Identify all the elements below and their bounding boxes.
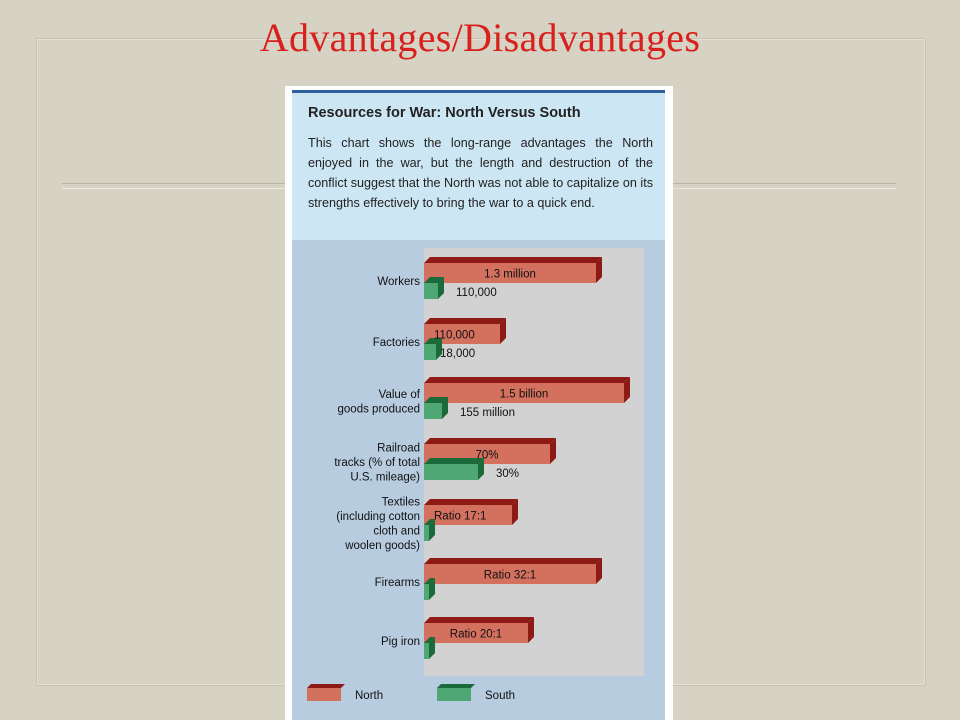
category-label: Factories xyxy=(372,337,420,349)
slide-title: Advantages/Disadvantages xyxy=(259,15,701,60)
south-bar xyxy=(424,464,478,480)
south-bar xyxy=(424,525,429,541)
south-value-label: 110,000 xyxy=(456,287,497,299)
category-label: Pig iron xyxy=(381,636,420,648)
south-bar xyxy=(424,643,429,659)
bar-chart xyxy=(285,86,673,720)
category-label: woolen goods) xyxy=(345,539,420,552)
south-value-label: 155 million xyxy=(460,407,515,419)
category-label: Textiles xyxy=(381,496,420,509)
south-bar xyxy=(424,344,436,360)
chart-card xyxy=(285,86,673,720)
legend-swatch-south xyxy=(437,688,471,701)
south-bar xyxy=(424,283,438,299)
north-value-label: 1.3 million xyxy=(484,268,536,281)
legend-swatch-north-top xyxy=(307,684,345,688)
north-bar-top xyxy=(424,377,630,383)
north-value-label: Ratio 20:1 xyxy=(449,628,503,641)
legend-label-north: North xyxy=(355,690,384,702)
north-bar-top xyxy=(424,558,602,564)
north-bar-top xyxy=(424,438,556,444)
category-label: goods produced xyxy=(337,403,420,416)
north-bar-top xyxy=(424,318,506,324)
category-label: (including cotton xyxy=(336,510,420,523)
north-value-label: Ratio 17:1 xyxy=(434,510,487,523)
category-label: Workers xyxy=(377,276,420,288)
north-bar-top xyxy=(424,617,534,623)
north-value-label: Ratio 32:1 xyxy=(483,569,537,582)
category-label: Railroad xyxy=(377,442,420,455)
north-bar-top xyxy=(424,257,602,263)
south-value-label: 30% xyxy=(496,468,520,480)
south-bar xyxy=(424,584,429,600)
legend-swatch-north xyxy=(307,688,341,701)
south-bar xyxy=(424,403,442,419)
south-value-label: 18,000 xyxy=(440,348,476,360)
legend-label-south: South xyxy=(485,690,516,702)
category-label: Value of xyxy=(378,388,420,401)
category-label: Firearms xyxy=(374,577,420,589)
north-value-label: 70% xyxy=(475,449,499,462)
north-bar-top xyxy=(424,499,518,505)
category-label: U.S. mileage) xyxy=(350,471,420,484)
north-value-label: 110,000 xyxy=(434,329,475,342)
legend-swatch-south-top xyxy=(437,684,475,688)
north-value-label: 1.5 billion xyxy=(499,388,549,401)
chart-description: This chart shows the long-range advantages the North enjoyed in the war, but the length and destruction of the conflict suggest that the North was not able to capitalize on its strengths effectively to bring the war to a quick end. xyxy=(308,136,653,210)
category-label: cloth and xyxy=(373,525,420,538)
chart-title: Resources for War: North Versus South xyxy=(308,105,581,121)
category-label: tracks (% of total xyxy=(334,457,420,469)
